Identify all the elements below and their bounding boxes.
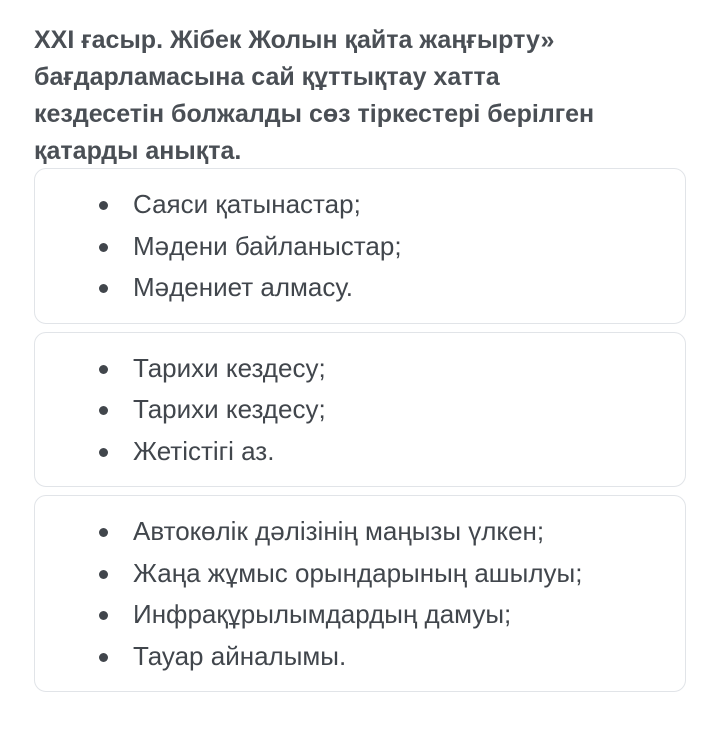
list-item: Саяси қатынастар; <box>97 184 685 226</box>
question-line: кездесетін болжалды сөз тіркестері берілген <box>34 100 595 128</box>
answer-option-1[interactable] <box>34 168 686 324</box>
question-line: XXI ғасыр. Жібек Жолын қайта жаңғырту» <box>34 26 555 54</box>
list-item: Инфрақұрылымдардың дамуы; <box>97 594 685 636</box>
answer-option-2[interactable] <box>34 332 686 488</box>
list-item: Жетістігі аз. <box>97 431 685 473</box>
list-item: Мәдени байланыстар; <box>97 226 685 268</box>
list-item: Тарихи кездесу; <box>97 348 685 390</box>
option-list <box>97 184 685 309</box>
list-item: Жаңа жұмыс орындарының ашылуы; <box>97 553 685 595</box>
answer-option-3[interactable] <box>34 495 686 692</box>
answer-options <box>34 168 686 700</box>
list-item: Тарихи кездесу; <box>97 389 685 431</box>
question-line: қатарды анықта. <box>34 137 242 165</box>
question-line: бағдарламасына сай құттықтау хатта <box>34 63 500 91</box>
list-item: Автокөлік дәлізінің маңызы үлкен; <box>97 511 685 553</box>
list-item: Тауар айналымы. <box>97 636 685 678</box>
question-text <box>34 22 684 170</box>
option-list <box>97 511 685 677</box>
option-list <box>97 348 685 473</box>
list-item: Мәдениет алмасу. <box>97 267 685 309</box>
